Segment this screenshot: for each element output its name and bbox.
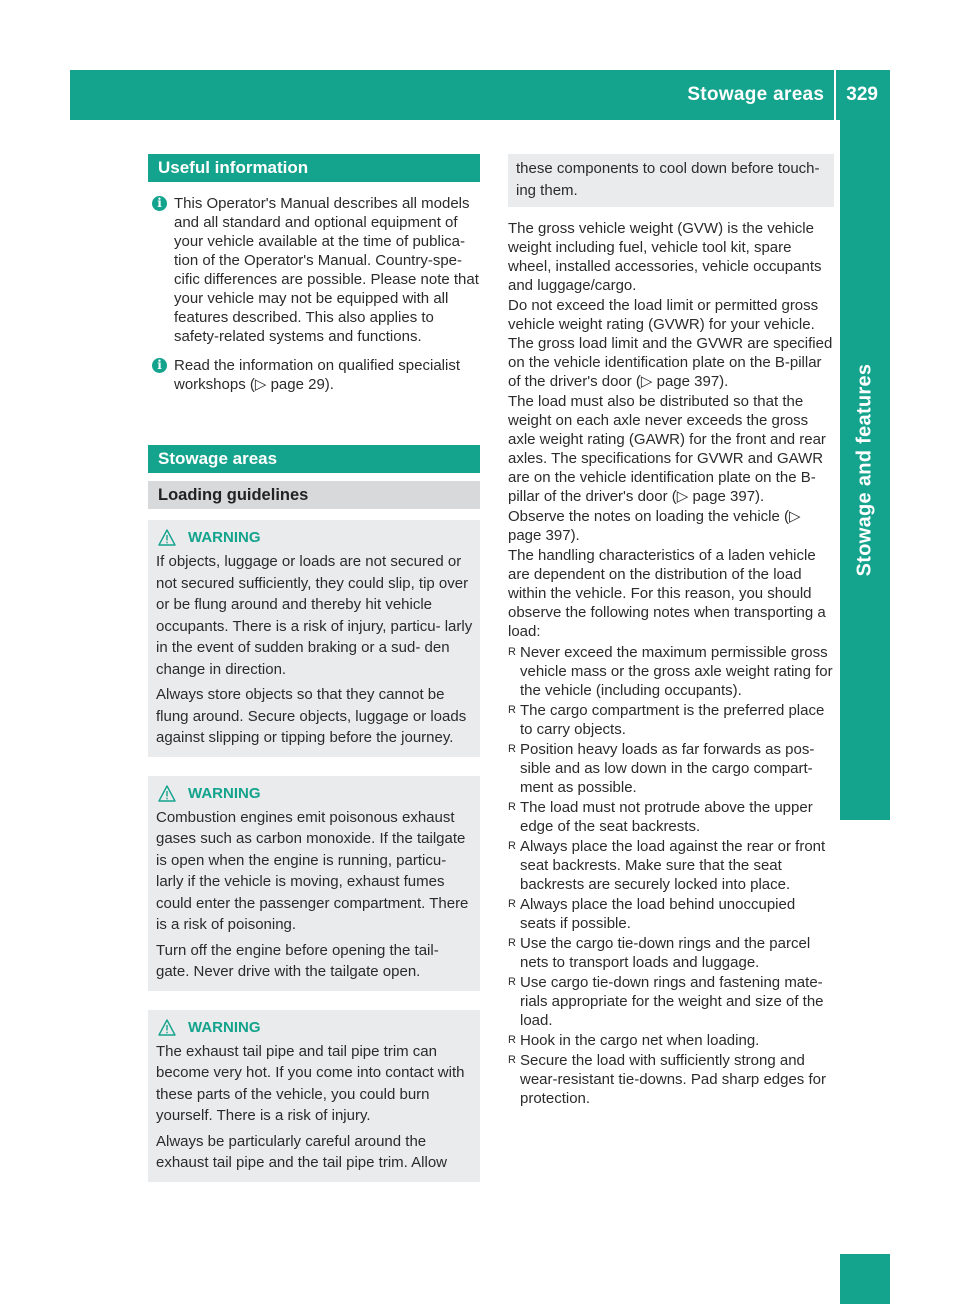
info-text: Read the information on qualified specialist workshops (▷ page 29). [174, 357, 461, 393]
paragraph: Do not exceed the load limit or permitted gross vehicle weight rating (GVWR) for your vehicle. The gross load limit and the GVWR are specified on the vehicle identification plate on the B-pillar of the driver's door (▷ page 397). [508, 297, 833, 390]
list-item-text: Never exceed the maximum permissible gross vehicle mass or the gross axle weight rating for the vehicle (including occupants). [520, 644, 833, 699]
info-text: This Operator's Manual describes all models and all standard and optional equipment of your vehicle available at the time of publica- tion of the Operator's Manual. Country-spe- cific differences are possible. Please note that your vehicle may not be equipped with all features described. This also applies to safety-related systems and functions. [174, 195, 479, 345]
header-bar [70, 70, 890, 120]
warning-label: WARNING [188, 784, 261, 802]
loading-guidelines-heading: Loading guidelines [148, 481, 480, 509]
bullet-mark: R [508, 937, 516, 949]
warning-text: these components to cool down before touch- ing them. [516, 160, 820, 199]
paragraph: The handling characteristics of a laden vehicle are dependent on the distribution of the load within the vehicle. For this reason, you should observe the following notes when transporting a load: [508, 547, 826, 640]
bullet-mark: R [508, 646, 516, 658]
warning-triangle-icon [158, 785, 176, 802]
warning-label: WARNING [188, 529, 261, 546]
loading-notes-list [508, 643, 834, 1108]
list-item-text: Always place the load against the rear or front seat backrests. Make sure that the seat backrests are securely locked into place. [520, 838, 826, 893]
list-item-text: Position heavy loads as far forwards as pos- sible and as low down in the cargo compart- ment as possible. [520, 741, 815, 796]
list-item [508, 973, 834, 1030]
list-item [508, 934, 834, 972]
warning-text: If objects, luggage or loads are not secured or not secured sufficiently, they could slip, tip over or be flung around and thereby hit vehicle occupants. There is a risk of injury, particu- larly in the event of sudden braking or a sud- den change in direction. [156, 553, 473, 678]
useful-information-heading: Useful information [148, 154, 480, 182]
list-item-text: Secure the load with sufficiently strong and wear-resistant tie-downs. Pad sharp edges for protection. [520, 1052, 826, 1107]
list-item-text: The load must not protrude above the upper edge of the seat backrests. [520, 799, 813, 835]
list-item [508, 701, 834, 739]
body-text [508, 219, 834, 641]
list-item [508, 643, 834, 700]
warning-box [148, 1010, 480, 1182]
warning-box [148, 520, 480, 757]
list-item-text: Use cargo tie-down rings and fastening mate- rials appropriate for the weight and size of the load. [520, 974, 824, 1029]
list-item-text: The cargo compartment is the preferred place to carry objects. [520, 702, 825, 738]
warning-text: Combustion engines emit poisonous exhaust gases such as carbon monoxide. If the tailgate is open when the engine is running, particu- larly if the vehicle is moving, exhaust fumes could enter the passenger compartment. There is a risk of poisoning. [156, 808, 469, 933]
warning-label: WARNING [188, 1018, 261, 1036]
warning-text: The exhaust tail pipe and tail pipe trim can become very hot. If you come into contact with these parts of the vehicle, you could burn yourself. There is a risk of injury. [156, 1042, 465, 1124]
warning-header [156, 1018, 473, 1037]
page-number: 329 [846, 84, 878, 105]
list-item [508, 1031, 834, 1050]
side-square-marker [840, 1254, 890, 1304]
bullet-mark: R [508, 704, 516, 716]
bullet-mark: R [508, 840, 516, 852]
bullet-mark: R [508, 1054, 516, 1066]
bullet-mark: R [508, 898, 516, 910]
list-item [508, 798, 834, 836]
list-item [508, 895, 834, 933]
info-note [148, 194, 480, 346]
list-item-text: Use the cargo tie-down rings and the parcel nets to transport loads and luggage. [520, 935, 811, 971]
warning-header [156, 528, 473, 547]
paragraph: The load must also be distributed so that the weight on each axle never exceeds the gross axle weight rating (GAWR) for the front and rear axles. The specifications for GVWR and GAWR are on the vehicle identification plate on the B- pillar of the driver's door (▷ page 397). [508, 393, 826, 505]
info-note [148, 356, 480, 394]
warning-header [156, 784, 473, 803]
side-tab-label: Stowage and features [853, 363, 876, 577]
header-title: Stowage areas [687, 84, 825, 105]
paragraph: The gross vehicle weight (GVW) is the vehicle weight including fuel, vehicle tool kit, spare wheel, installed accessories, vehicle occupants and luggage/cargo. [508, 220, 822, 294]
stowage-areas-heading: Stowage areas [148, 445, 480, 473]
right-column [508, 154, 834, 1108]
warning-text: Turn off the engine before opening the tail- gate. Never drive with the tailgate open. [156, 941, 439, 980]
warning-text: Always be particularly careful around the exhaust tail pipe and the tail pipe trim. Allow [156, 1132, 447, 1171]
info-icon: i [152, 358, 167, 373]
bullet-mark: R [508, 976, 516, 988]
bullet-mark: R [508, 743, 516, 755]
left-column [148, 154, 480, 1182]
warning-box-continued [508, 154, 834, 207]
warning-text: Always store objects so that they cannot be flung around. Secure objects, luggage or loads against slipping or tipping before the journey. [156, 686, 467, 746]
info-icon: i [152, 196, 167, 211]
warning-triangle-icon [158, 1019, 176, 1036]
bullet-mark: R [508, 801, 516, 813]
list-item [508, 740, 834, 797]
paragraph: Observe the notes on loading the vehicle (▷ page 397). [508, 508, 801, 544]
list-item [508, 1051, 834, 1108]
list-item-text: Always place the load behind unoccupied seats if possible. [520, 896, 796, 932]
list-item [508, 837, 834, 894]
bullet-mark: R [508, 1034, 516, 1046]
warning-box [148, 776, 480, 991]
warning-triangle-icon [158, 529, 176, 546]
list-item-text: Hook in the cargo net when loading. [520, 1032, 760, 1049]
